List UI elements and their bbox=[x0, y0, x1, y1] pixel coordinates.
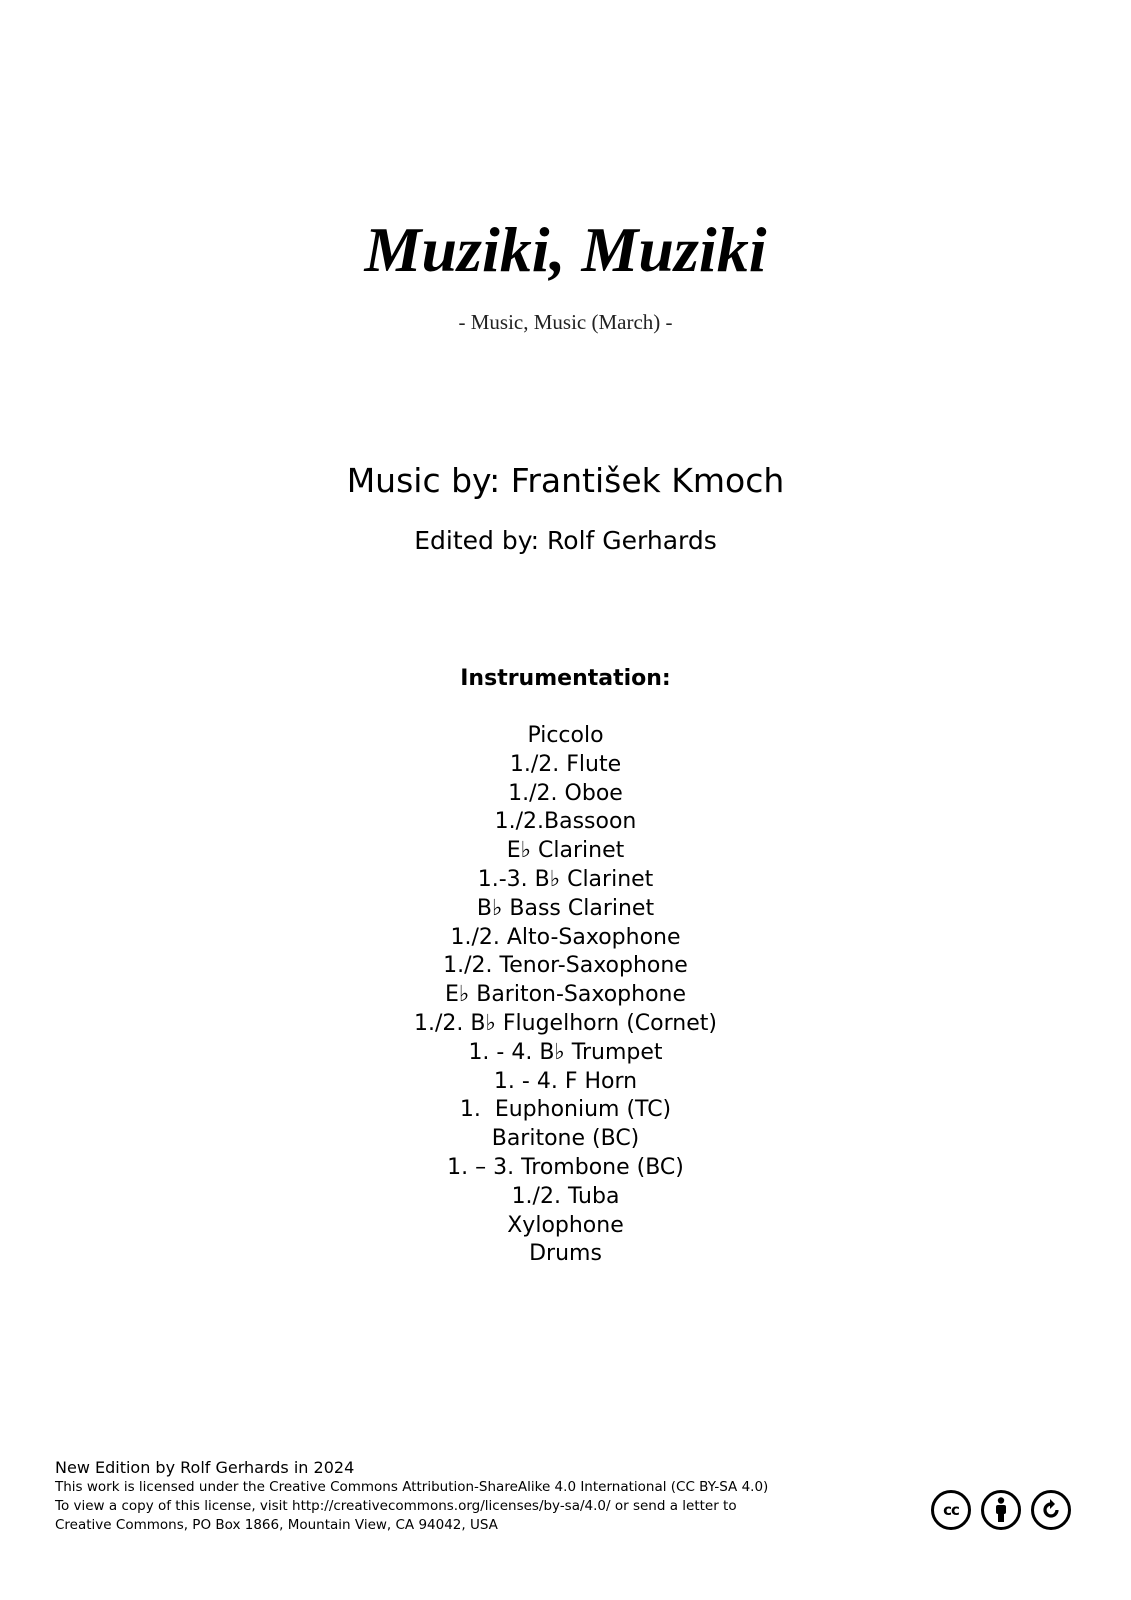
composer-credit: Music by: František Kmoch bbox=[346, 461, 785, 500]
page-title: Muziki, Muziki bbox=[364, 214, 767, 285]
instrument-item: 1. – 3. Trombone (BC) bbox=[447, 1154, 684, 1180]
subtitle: - Music, Music (March) - bbox=[458, 310, 673, 334]
instrument-item: 1./2. B♭ Flugelhorn (Cornet) bbox=[414, 1010, 717, 1036]
instrument-item: 1./2. Tuba bbox=[511, 1183, 620, 1209]
instrument-item: Xylophone bbox=[507, 1212, 624, 1238]
instrument-item: 1. - 4. B♭ Trumpet bbox=[468, 1039, 663, 1065]
instrument-item: 1./2. Oboe bbox=[508, 780, 623, 806]
editor-credit: Edited by: Rolf Gerhards bbox=[414, 526, 717, 555]
instrumentation-list bbox=[0, 722, 1131, 1269]
cc-by-sa-logo bbox=[931, 1490, 1071, 1530]
instrument-item: 1.-3. B♭ Clarinet bbox=[477, 866, 654, 892]
instrumentation-heading: Instrumentation: bbox=[460, 666, 671, 691]
instrument-item: 1./2. Flute bbox=[509, 751, 622, 777]
license-line: Creative Commons, PO Box 1866, Mountain View, CA 94042, USA bbox=[55, 1517, 498, 1533]
by-person-icon bbox=[981, 1490, 1021, 1530]
instrument-item: 1./2.Bassoon bbox=[494, 809, 637, 835]
instrument-item: 1./2. Tenor-Saxophone bbox=[443, 953, 688, 979]
cc-icon-text: cc bbox=[943, 1501, 959, 1519]
share-alike-icon bbox=[1031, 1490, 1071, 1530]
instrument-item: 1. - 4. F Horn bbox=[493, 1068, 638, 1094]
instrument-item: 1./2. Alto-Saxophone bbox=[450, 924, 681, 950]
instrument-item: E♭ Clarinet bbox=[506, 838, 625, 864]
cc-icon bbox=[931, 1490, 971, 1530]
instrument-item: Piccolo bbox=[527, 723, 604, 748]
edition-note: New Edition by Rolf Gerhards in 2024 bbox=[55, 1458, 355, 1477]
license-line: To view a copy of this license, visit http://creativecommons.org/licenses/by-sa/4.0/ or send a letter to bbox=[55, 1498, 737, 1514]
instrument-item: B♭ Bass Clarinet bbox=[476, 895, 655, 921]
instrument-item: 1. Euphonium (TC) bbox=[459, 1097, 672, 1123]
license-footer bbox=[55, 1457, 915, 1535]
license-line: This work is licensed under the Creative Commons Attribution-ShareAlike 4.0 International (CC BY-SA 4.0) bbox=[55, 1479, 769, 1495]
instrument-item: E♭ Bariton-Saxophone bbox=[444, 982, 687, 1008]
instrument-item: Baritone (BC) bbox=[491, 1126, 640, 1152]
instrument-item: Drums bbox=[529, 1241, 602, 1267]
